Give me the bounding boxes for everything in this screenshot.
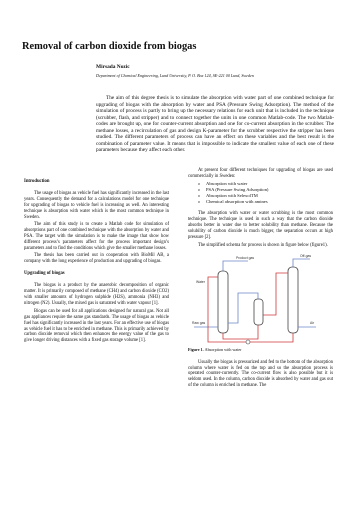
upgrading-heading: Upgrading of biogas [24, 271, 65, 277]
raw-gas-label: Raw gas [192, 320, 206, 325]
intro-paragraph-1: The usage of biogas as vehicle fuel has significantly increased in the last years. Consequently the demand for a calculations model for one technique for upgrading of biogas to vehicle fuel is increasing as well. An interesting technique is absorption with water which is the most common technique in Sweden. [24, 190, 169, 220]
process-diagram [188, 253, 333, 345]
flash-to-stripper-line [263, 273, 288, 315]
abstract: The aim of this degree thesis is to simulate the absorption with water part of one combined technique for upgrading of biogas with the absorption by water and PSA (Pressure Swing Adsorption). The method of the simulation of process is partly to bring up the necessary relations for each unit that is included in the technique (scrubber, flash, and stripper) and to connect together the units in one common Matlab-code. The two Matlab-codes are brought up, one for counter-current absorption and one for co-current absorption in the scrubber. The methane losses, a recirculation of gas and design K-parameter for the scrubber respective the stripper has been studied. The different parameters of process can have an effect on these variables and the best result is the combination of parameter value. It means that is impossible to indicate the smallest value of each one of these parameters because they affect each other. [96, 95, 334, 154]
water-return-line [208, 277, 293, 342]
water-label: Water [196, 279, 205, 284]
figure-reference-paragraph: The simplified schema for process is shown in figure below (figure1). [198, 242, 328, 248]
upgrading-paragraph-1: The biogas is a product by the anaerobic decomposition of organic matter. It is primarily composed of methane (CH4) and carbon dioxide (CO2) with smaller amounts of hydrogen sulphide (H2S), ammonia (NH3) and nitrogen (N2). Usually, the mixed gas is saturated with water vapour [1]. [24, 283, 169, 307]
off-gas-line [293, 259, 310, 267]
techniques-list [198, 181, 333, 205]
technique-item: o Absorption with water [198, 181, 333, 187]
author-affiliation: Department of Chemical Engineering, Lund University, P. O. Box 124, SE-221 00 Lund, Sweden [96, 73, 254, 78]
flash-tank [254, 299, 263, 325]
techniques-intro: At present four different techniques for upgrading of biogas are used commercially in Sweden: [188, 168, 333, 179]
process-diagram-figure [188, 253, 333, 345]
absorption-column [218, 271, 228, 333]
paper-title: Removal of carbon dioxide from biogas [22, 41, 197, 52]
stripper-column [288, 267, 298, 333]
intro-paragraph-2: The aim of this study is to create a Matlab code for simulation of absorptions part of one combined technique with the absorption by water and PSA. The target with the simulation is to make the image that show how different process’s parameters affect for the process important design’s parameters and to find the conditions which give the smaller methane losses. [24, 222, 169, 252]
water-scrubbing-paragraph: The absorption with water or water scrubbing is the most common technique. The technique is used in such a way that the carbon dioxide absorbs better in water due to better solubility than methane. Because the solubility of carbon dioxide is much bigger, the separation occurs at high pressure [2]. [188, 211, 333, 241]
author-name: Mirsada Nozic [96, 64, 130, 70]
upgrading-paragraph-2: Biogas can be used for all applications designed for natural gas. Not all gas appliances require the same gas standards. The usage of biogas as vehicle fuel has significantly increased in the last years. For an effective use of biogas as vehicle fuel it has to be enriched in methane. This is primarily achieved by carbon dioxide removal which then enhances the energy value of the gas to give longer driving distances with a fixed gas storage volume [1]. [24, 308, 170, 344]
technique-item: o Absorption with SelexolTM [198, 193, 333, 199]
technique-item: o PSA (Pressure Swing Adsorption) [198, 187, 333, 193]
flash-recycle-line [228, 293, 258, 323]
product-gas-label: Product gas [236, 255, 255, 260]
right-column [188, 168, 333, 391]
technique-item: o Chemical absorption with amines [198, 199, 333, 205]
left-column [24, 178, 169, 346]
product-gas-line [223, 261, 248, 271]
pump-icon [246, 340, 250, 344]
air-label: Air [310, 320, 315, 325]
introduction-heading: Introduction [24, 179, 50, 184]
process-description-paragraph: Usually the biogas is pressurized and fed to the bottom of the absorption column where water is fed on the top and so the absorption process is operated counter-currently. The co-current flow is also possible but it is seldom used. In the column, carbon dioxide is absorbed by water and gas out of the column is enriched in methane. The [188, 359, 333, 389]
figure-caption-label: Figure 1. [188, 346, 204, 352]
figure-caption-text: Absorption with water [204, 346, 242, 352]
figure-caption [188, 347, 333, 353]
off-gas-label: Off-gas [300, 253, 312, 258]
intro-paragraph-3: The thesis has been carried out in cooperation with BioMil AB, a company with the long experience of production and upgrading of biogas. [24, 253, 169, 265]
